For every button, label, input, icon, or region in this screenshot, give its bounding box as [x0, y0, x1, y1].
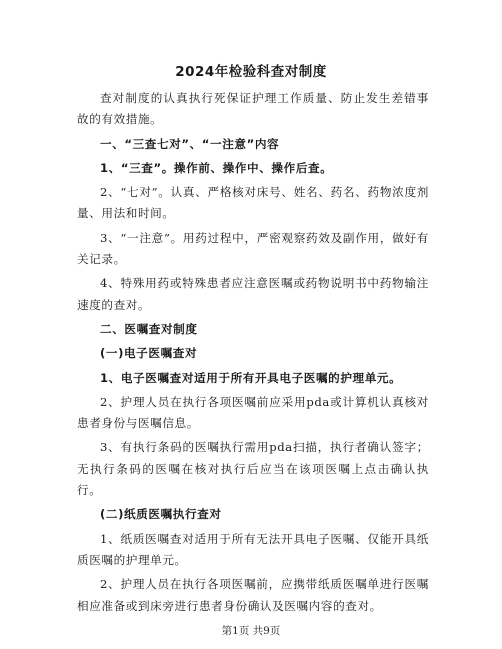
paragraph: 1、纸质医嘱查对适用于所有无法开具电子医嘱、仅能开具纸质医嘱的护理单元。 [77, 531, 429, 567]
document-body [77, 88, 429, 620]
subsection-heading: (二)纸质医嘱执行查对 [100, 507, 222, 522]
paragraph: 1、“三查”。操作前、操作中、操作后查。 [100, 160, 333, 175]
subsection-heading: (一)电子医嘱查对 [100, 346, 198, 361]
section-heading: 一、“三查七对”、“一注意”内容 [100, 136, 280, 151]
paragraph: 2、护理人员在执行各项医嘱前应采用pda或计算机认真核对患者身份与医嘱信息。 [77, 394, 429, 431]
paragraph: 3、有执行条码的医嘱执行需用pda扫描，执行者确认签字；无执行条码的医嘱在核对执行后应当在该项医嘱上点击确认执行。 [77, 440, 429, 498]
paragraph: 3、“一注意”。用药过程中，严密观察药效及副作用，做好有关记录。 [77, 230, 429, 267]
paragraph: 1、电子医嘱查对适用于所有开具电子医嘱的护理单元。 [100, 370, 402, 385]
paragraph: 4、特殊用药或特殊患者应注意医嘱或药物说明书中药物输注速度的查对。 [77, 276, 429, 312]
page-footer: 第1页 共9页 [221, 625, 281, 637]
document-title: 2024年检验科查对制度 [175, 64, 327, 80]
paragraph: 2、“七对”。认真、严格核对床号、姓名、药名、药物浓度剂量、用法和时间。 [77, 185, 429, 221]
paragraph: 查对制度的认真执行死保证护理工作质量、防止发生差错事故的有效措施。 [77, 91, 429, 127]
section-heading: 二、医嘱查对制度 [100, 321, 198, 336]
paragraph: 2、护理人员在执行各项医嘱前，应携带纸质医嘱单进行医嘱相应准备或到床旁进行患者身份确认及医嘱内容的查对。 [77, 577, 429, 613]
